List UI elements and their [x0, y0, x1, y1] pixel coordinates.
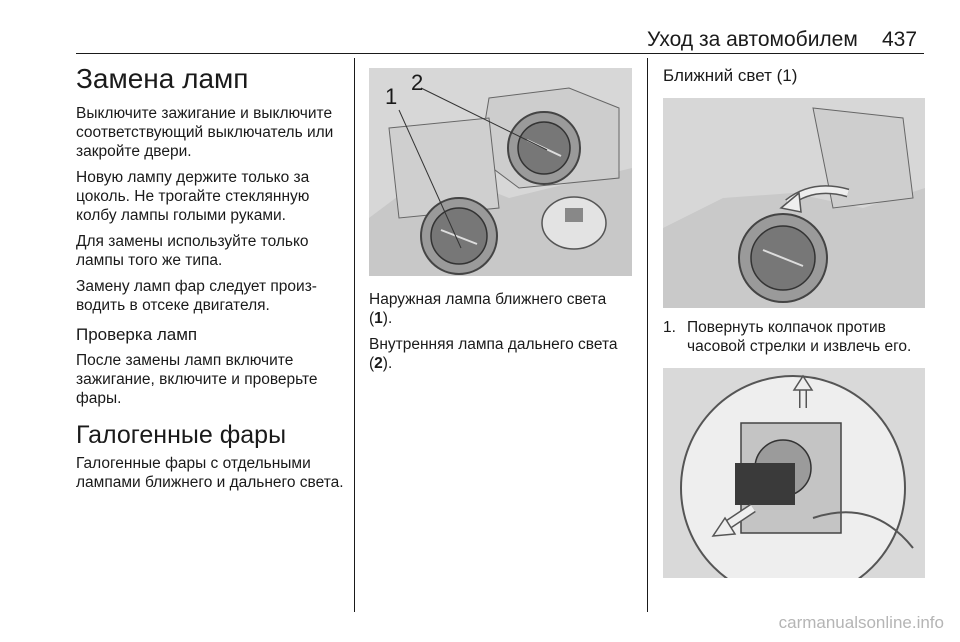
paragraph-ignition: Выключите зажигание и выключите соответствующий выключатель или закройте двери.	[76, 105, 334, 160]
paragraph-handling: Новую лампу держите только за цоколь. Не трогайте стеклянную колбу лампы голыми руками.	[76, 169, 310, 224]
caption-low-beam: Наружная лампа ближнего света (1).	[369, 291, 607, 327]
bulb-removal-figure	[663, 368, 925, 578]
check-lamps-text: После замены ламп включите зажигание, включите и проверьте фары.	[76, 352, 318, 407]
figure-label-2: 2	[411, 70, 424, 95]
section-title: Замена ламп	[76, 63, 249, 94]
column-3	[663, 66, 925, 578]
check-lamps-title: Проверка ламп	[76, 325, 198, 344]
header-rule	[76, 53, 924, 54]
figure-label-1: 1	[385, 84, 398, 109]
low-beam-cap-figure	[663, 98, 925, 308]
column-2	[369, 68, 632, 380]
watermark: carmanualsonline.info	[778, 613, 944, 632]
paragraph-engine-bay: Замену ламп фар следует произ-водить в отсеке двигателя.	[76, 278, 317, 314]
halogen-text: Галогенные фары с отдельными лампами ближнего и дальнего света.	[76, 455, 344, 491]
column-1	[76, 58, 348, 499]
header-title: Уход за автомобилем	[647, 28, 858, 51]
page-number: 437	[882, 28, 918, 51]
low-beam-title: Ближний свет (1)	[663, 66, 798, 85]
halogen-title: Галогенные фары	[76, 421, 287, 449]
headlamp-overview-figure	[369, 68, 632, 276]
column-divider-left	[354, 58, 355, 612]
caption-high-beam: Внутренняя лампа дальнего света (2).	[369, 336, 618, 372]
column-divider-right	[647, 58, 648, 612]
step-1: 1. Повернуть колпачок против часовой стрелки и извлечь его.	[663, 319, 912, 355]
paragraph-same-type: Для замены используйте только лампы того же типа.	[76, 233, 309, 269]
